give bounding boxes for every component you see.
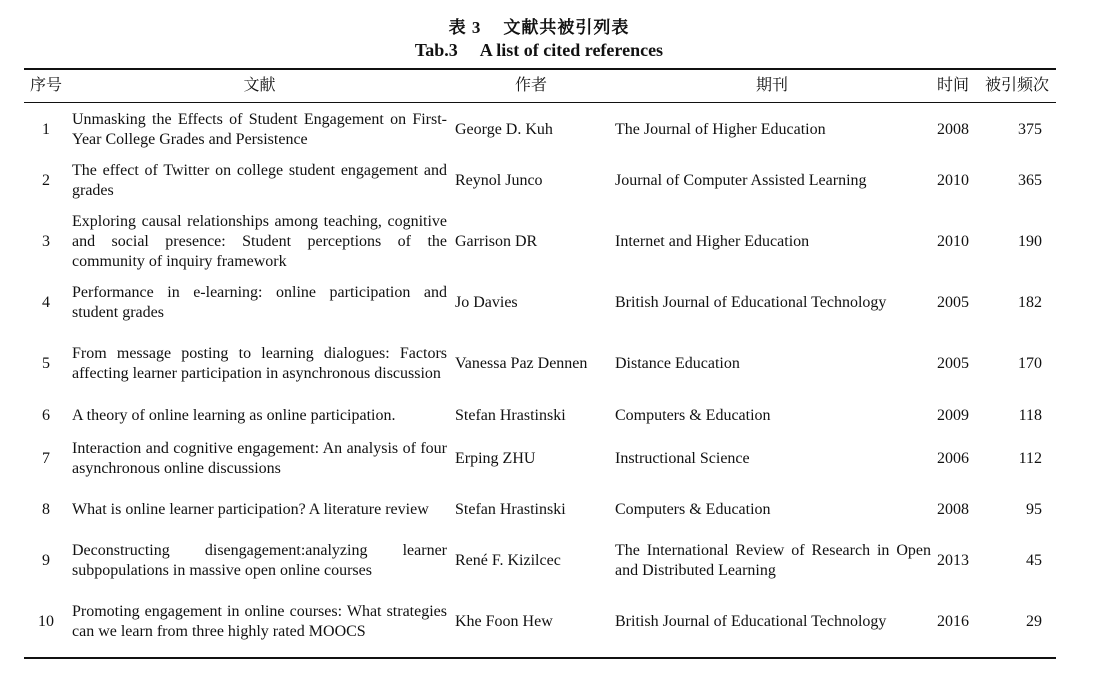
- table-row: [24, 212, 1056, 272]
- table-row: [24, 334, 1056, 394]
- row-year: 2009: [937, 407, 969, 424]
- row-year: 2008: [937, 501, 969, 518]
- row-title-text: Interaction and cognitive engagement: An analysis of four asynchronous online discussions: [72, 440, 447, 477]
- row-title: [72, 161, 447, 201]
- row-journal: [615, 334, 931, 394]
- row-index: 9: [42, 552, 50, 569]
- row-title: [72, 283, 447, 323]
- row-title: [72, 592, 447, 652]
- header-year: 时间: [936, 77, 969, 94]
- table-row: [24, 541, 1056, 581]
- row-index: 7: [42, 450, 50, 467]
- table-row: [24, 439, 1056, 479]
- row-author: Jo Davies: [455, 294, 518, 311]
- row-citation-count: 95: [1026, 501, 1042, 518]
- row-author: Erping ZHU: [455, 450, 536, 467]
- row-journal-text: Internet and Higher Education: [615, 233, 810, 250]
- row-year: 2008: [937, 121, 969, 138]
- row-citation-count: 118: [1018, 407, 1042, 424]
- header-rule: [24, 102, 1056, 103]
- table-number-cn: 表 3: [448, 18, 482, 37]
- row-title-text: Deconstructing disengagement:analyzing learner subpopulations in massive open online courses: [72, 542, 447, 579]
- row-journal-text: Distance Education: [615, 355, 740, 372]
- row-title-text: The effect of Twitter on college student engagement and grades: [72, 162, 447, 199]
- row-author: Stefan Hrastinski: [455, 407, 566, 424]
- table-number-en: Tab.3: [414, 40, 458, 60]
- row-journal: [615, 212, 931, 272]
- row-title: [72, 439, 447, 479]
- table-row: [24, 490, 1056, 530]
- row-index: 10: [38, 613, 54, 630]
- row-title-text: Unmasking the Effects of Student Engagement on First-Year College Grades and Persistence: [72, 111, 447, 148]
- row-title: [72, 334, 447, 394]
- row-title-text: What is online learner participation? A literature review: [72, 501, 429, 518]
- row-journal-text: The International Review of Research in Open and Distributed Learning: [615, 542, 931, 579]
- row-title: [72, 541, 447, 581]
- header-author: 作者: [514, 77, 547, 94]
- header-journal: 期刊: [755, 77, 788, 94]
- header-index: 序号: [29, 77, 62, 94]
- row-title-text: A theory of online learning as online participation.: [72, 407, 396, 424]
- row-index: 5: [42, 355, 50, 372]
- row-index: 3: [42, 233, 50, 250]
- row-citation-count: 375: [1018, 121, 1042, 138]
- row-year: 2010: [937, 233, 969, 250]
- row-title: [72, 490, 447, 530]
- row-journal-text: British Journal of Educational Technology: [615, 294, 887, 311]
- row-author: Vanessa Paz Dennen: [455, 355, 588, 372]
- row-journal: [615, 161, 931, 201]
- row-citation-count: 365: [1018, 172, 1042, 189]
- row-author: Stefan Hrastinski: [455, 501, 566, 518]
- row-author: René F. Kizilcec: [455, 552, 561, 569]
- row-journal: [615, 439, 931, 479]
- row-title-text: Performance in e-learning: online participation and student grades: [72, 284, 447, 321]
- row-journal: [615, 592, 931, 652]
- row-year: 2016: [937, 613, 969, 630]
- row-index: 4: [42, 294, 50, 311]
- row-index: 6: [42, 407, 50, 424]
- row-author: George D. Kuh: [455, 121, 553, 138]
- row-title-text: Promoting engagement in online courses: What strategies can we learn from three highly rated MOOCS: [72, 603, 447, 640]
- row-citation-count: 170: [1018, 355, 1042, 372]
- row-index: 2: [42, 172, 50, 189]
- row-year: 2013: [937, 552, 969, 569]
- row-index: 1: [42, 121, 50, 138]
- row-journal-text: Computers & Education: [615, 501, 771, 518]
- table-row: [24, 110, 1056, 150]
- table-title-en: A list of cited references: [479, 40, 664, 60]
- row-journal-text: Computers & Education: [615, 407, 771, 424]
- row-year: 2010: [937, 172, 969, 189]
- row-journal-text: British Journal of Educational Technology: [615, 613, 887, 630]
- top-rule: [24, 68, 1056, 70]
- row-year: 2005: [937, 355, 969, 372]
- row-journal-text: Journal of Computer Assisted Learning: [615, 172, 867, 189]
- row-journal: [615, 283, 931, 323]
- row-title-text: Exploring causal relationships among teaching, cognitive and social presence: Student perceptions of the community of inquiry framework: [72, 213, 447, 270]
- row-year: 2005: [937, 294, 969, 311]
- row-journal-text: Instructional Science: [615, 450, 750, 467]
- row-citation-count: 190: [1018, 233, 1042, 250]
- row-journal: [615, 110, 931, 150]
- row-title: [72, 405, 447, 427]
- row-index: 8: [42, 501, 50, 518]
- row-title: [72, 212, 447, 272]
- row-journal: [615, 405, 931, 427]
- row-author: Garrison DR: [455, 233, 538, 250]
- header-citation-count: 被引频次: [984, 77, 1049, 94]
- row-citation-count: 182: [1018, 294, 1042, 311]
- table-caption-cn: [0, 13, 1078, 38]
- row-author: Reynol Junco: [455, 172, 543, 189]
- row-journal: [615, 541, 931, 581]
- header-title: 文献: [243, 77, 276, 94]
- table-row: [24, 283, 1056, 323]
- row-title: [72, 110, 447, 150]
- row-journal-text: The Journal of Higher Education: [615, 121, 826, 138]
- table-row: [24, 405, 1056, 427]
- row-journal: [615, 490, 931, 530]
- table-title-cn: 文献共被引列表: [503, 18, 630, 37]
- row-citation-count: 29: [1026, 613, 1042, 630]
- row-title-text: From message posting to learning dialogues: Factors affecting learner participation in asynchronous discussion: [72, 345, 447, 382]
- bottom-rule: [24, 657, 1056, 659]
- row-year: 2006: [937, 450, 969, 467]
- table-row: [24, 592, 1056, 652]
- row-citation-count: 112: [1018, 450, 1042, 467]
- table-caption-en: [0, 40, 1078, 61]
- table-row: [24, 161, 1056, 201]
- row-citation-count: 45: [1026, 552, 1042, 569]
- row-author: Khe Foon Hew: [455, 613, 553, 630]
